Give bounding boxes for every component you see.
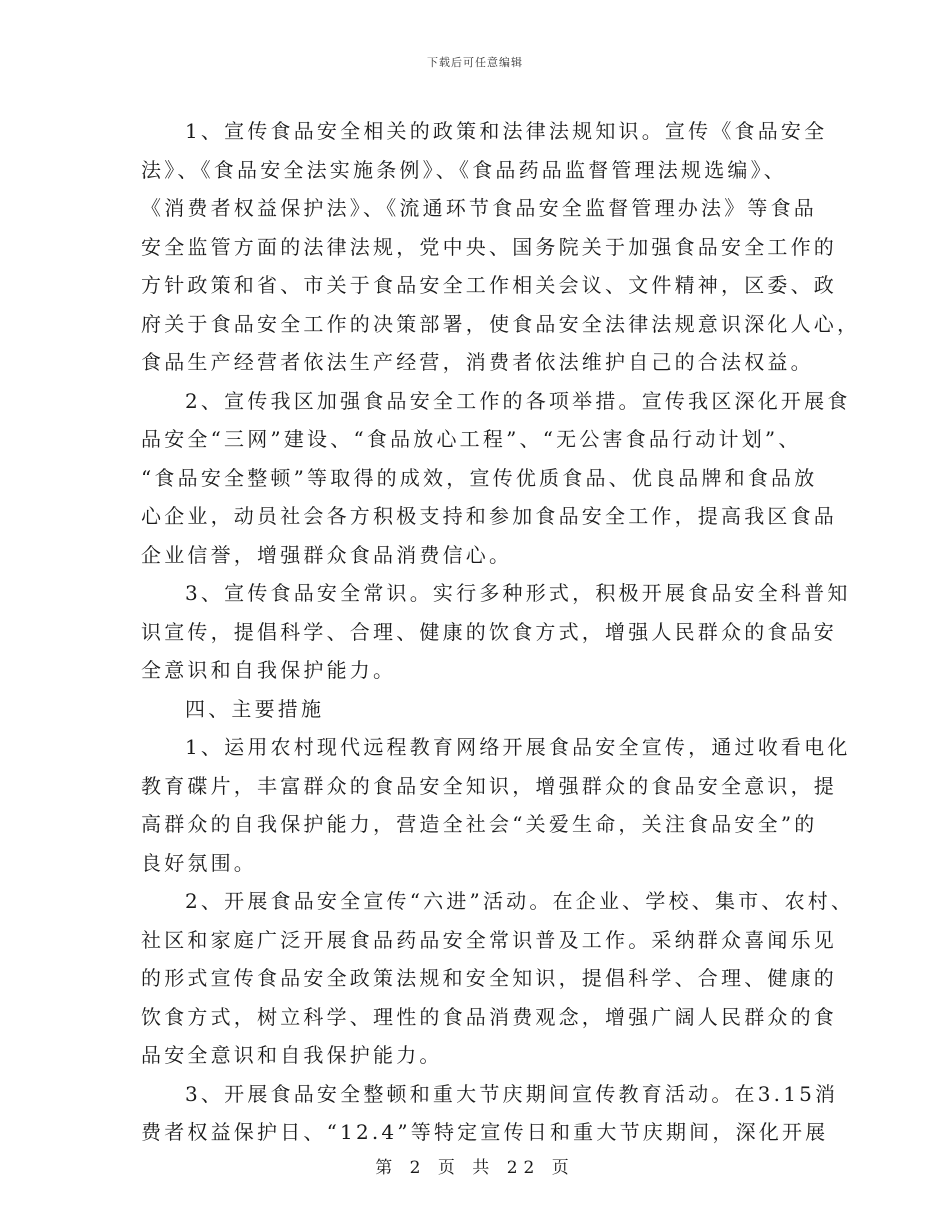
paragraph-line: 府关于食品安全工作的决策部署，使食品安全法律法规意识深化人心， <box>141 311 861 336</box>
paragraph-line: 高群众的自我保护能力，营造全社会“关爱生命，关注食品安全”的 <box>141 812 818 836</box>
paragraph-line: 3、开展食品安全整顿和重大节庆期间宣传教育活动。在3.15消 <box>185 1081 839 1106</box>
paragraph-line: 社区和家庭广泛开展食品药品安全常识普及工作。采纳群众喜闻乐见 <box>141 927 837 952</box>
document-body <box>141 112 861 1152</box>
paragraph-line: 1、宣传食品安全相关的政策和法律法规知识。宣传《食品安全 <box>185 119 828 143</box>
paragraph-line: 心企业，动员社会各方积极支持和参加食品安全工作，提高我区食品 <box>141 504 837 528</box>
paragraph-line: 法》、《食品安全法实施条例》、《食品药品监督管理法规选编》、 <box>141 157 787 182</box>
paragraph-line: 2、宣传我区加强食品安全工作的各项举措。宣传我区深化开展食 <box>185 388 851 413</box>
page-number-footer: 第 2 页 共 22 页 <box>375 1158 575 1178</box>
paragraph-line: 食品生产经营者依法生产经营，消费者依法维护自己的合法权益。 <box>141 350 814 374</box>
paragraph-line: 《消费者权益保护法》、《流通环节食品安全监督管理办法》等食品 <box>141 196 817 220</box>
paragraph-line: 饮食方式，树立科学、理性的食品消费观念，增强广阔人民群众的食 <box>141 1004 837 1029</box>
paragraph-line: 安全监管方面的法律法规，党中央、国务院关于加强食品安全工作的 <box>141 234 837 259</box>
paragraph-line: 品安全“三网”建设、“食品放心工程”、“无公害食品行动计划”、 <box>141 427 802 451</box>
paragraph-line: 全意识和自我保护能力。 <box>141 658 397 682</box>
paragraph-line: 品安全意识和自我保护能力。 <box>141 1043 443 1067</box>
paragraph-line: 费者权益保护日、“12.4”等特定宣传日和重大节庆期间，深化开展 <box>141 1120 829 1144</box>
paragraph-line: 的形式宣传食品安全政策法规和安全知识，提倡科学、合理、健康的 <box>141 966 837 990</box>
paragraph-line: 识宣传，提倡科学、合理、健康的饮食方式，增强人民群众的食品安 <box>141 619 837 644</box>
paragraph-line: 1、运用农村现代远程教育网络开展食品安全宣传，通过收看电化 <box>185 735 851 759</box>
section-heading: 四、主要措施 <box>185 696 325 721</box>
paragraph-line: 2、开展食品安全宣传“六进”活动。在企业、学校、集市、农村、 <box>185 889 855 913</box>
paragraph-line: “食品安全整顿”等取得的成效，宣传优质食品、优良品牌和食品放 <box>141 465 818 490</box>
paragraph-line: 良好氛围。 <box>141 850 257 875</box>
paragraph-line: 方针政策和省、市关于食品安全工作相关会议、文件精神，区委、政 <box>141 273 837 297</box>
paragraph-line: 3、宣传食品安全常识。实行多种形式，积极开展食品安全科普知 <box>185 581 851 605</box>
page-header-note: 下载后可任意编辑 <box>427 56 523 69</box>
paragraph-line: 教育碟片，丰富群众的食品安全知识，增强群众的食品安全意识，提 <box>141 773 837 798</box>
paragraph-line: 企业信誉，增强群众食品消费信心。 <box>141 542 513 567</box>
